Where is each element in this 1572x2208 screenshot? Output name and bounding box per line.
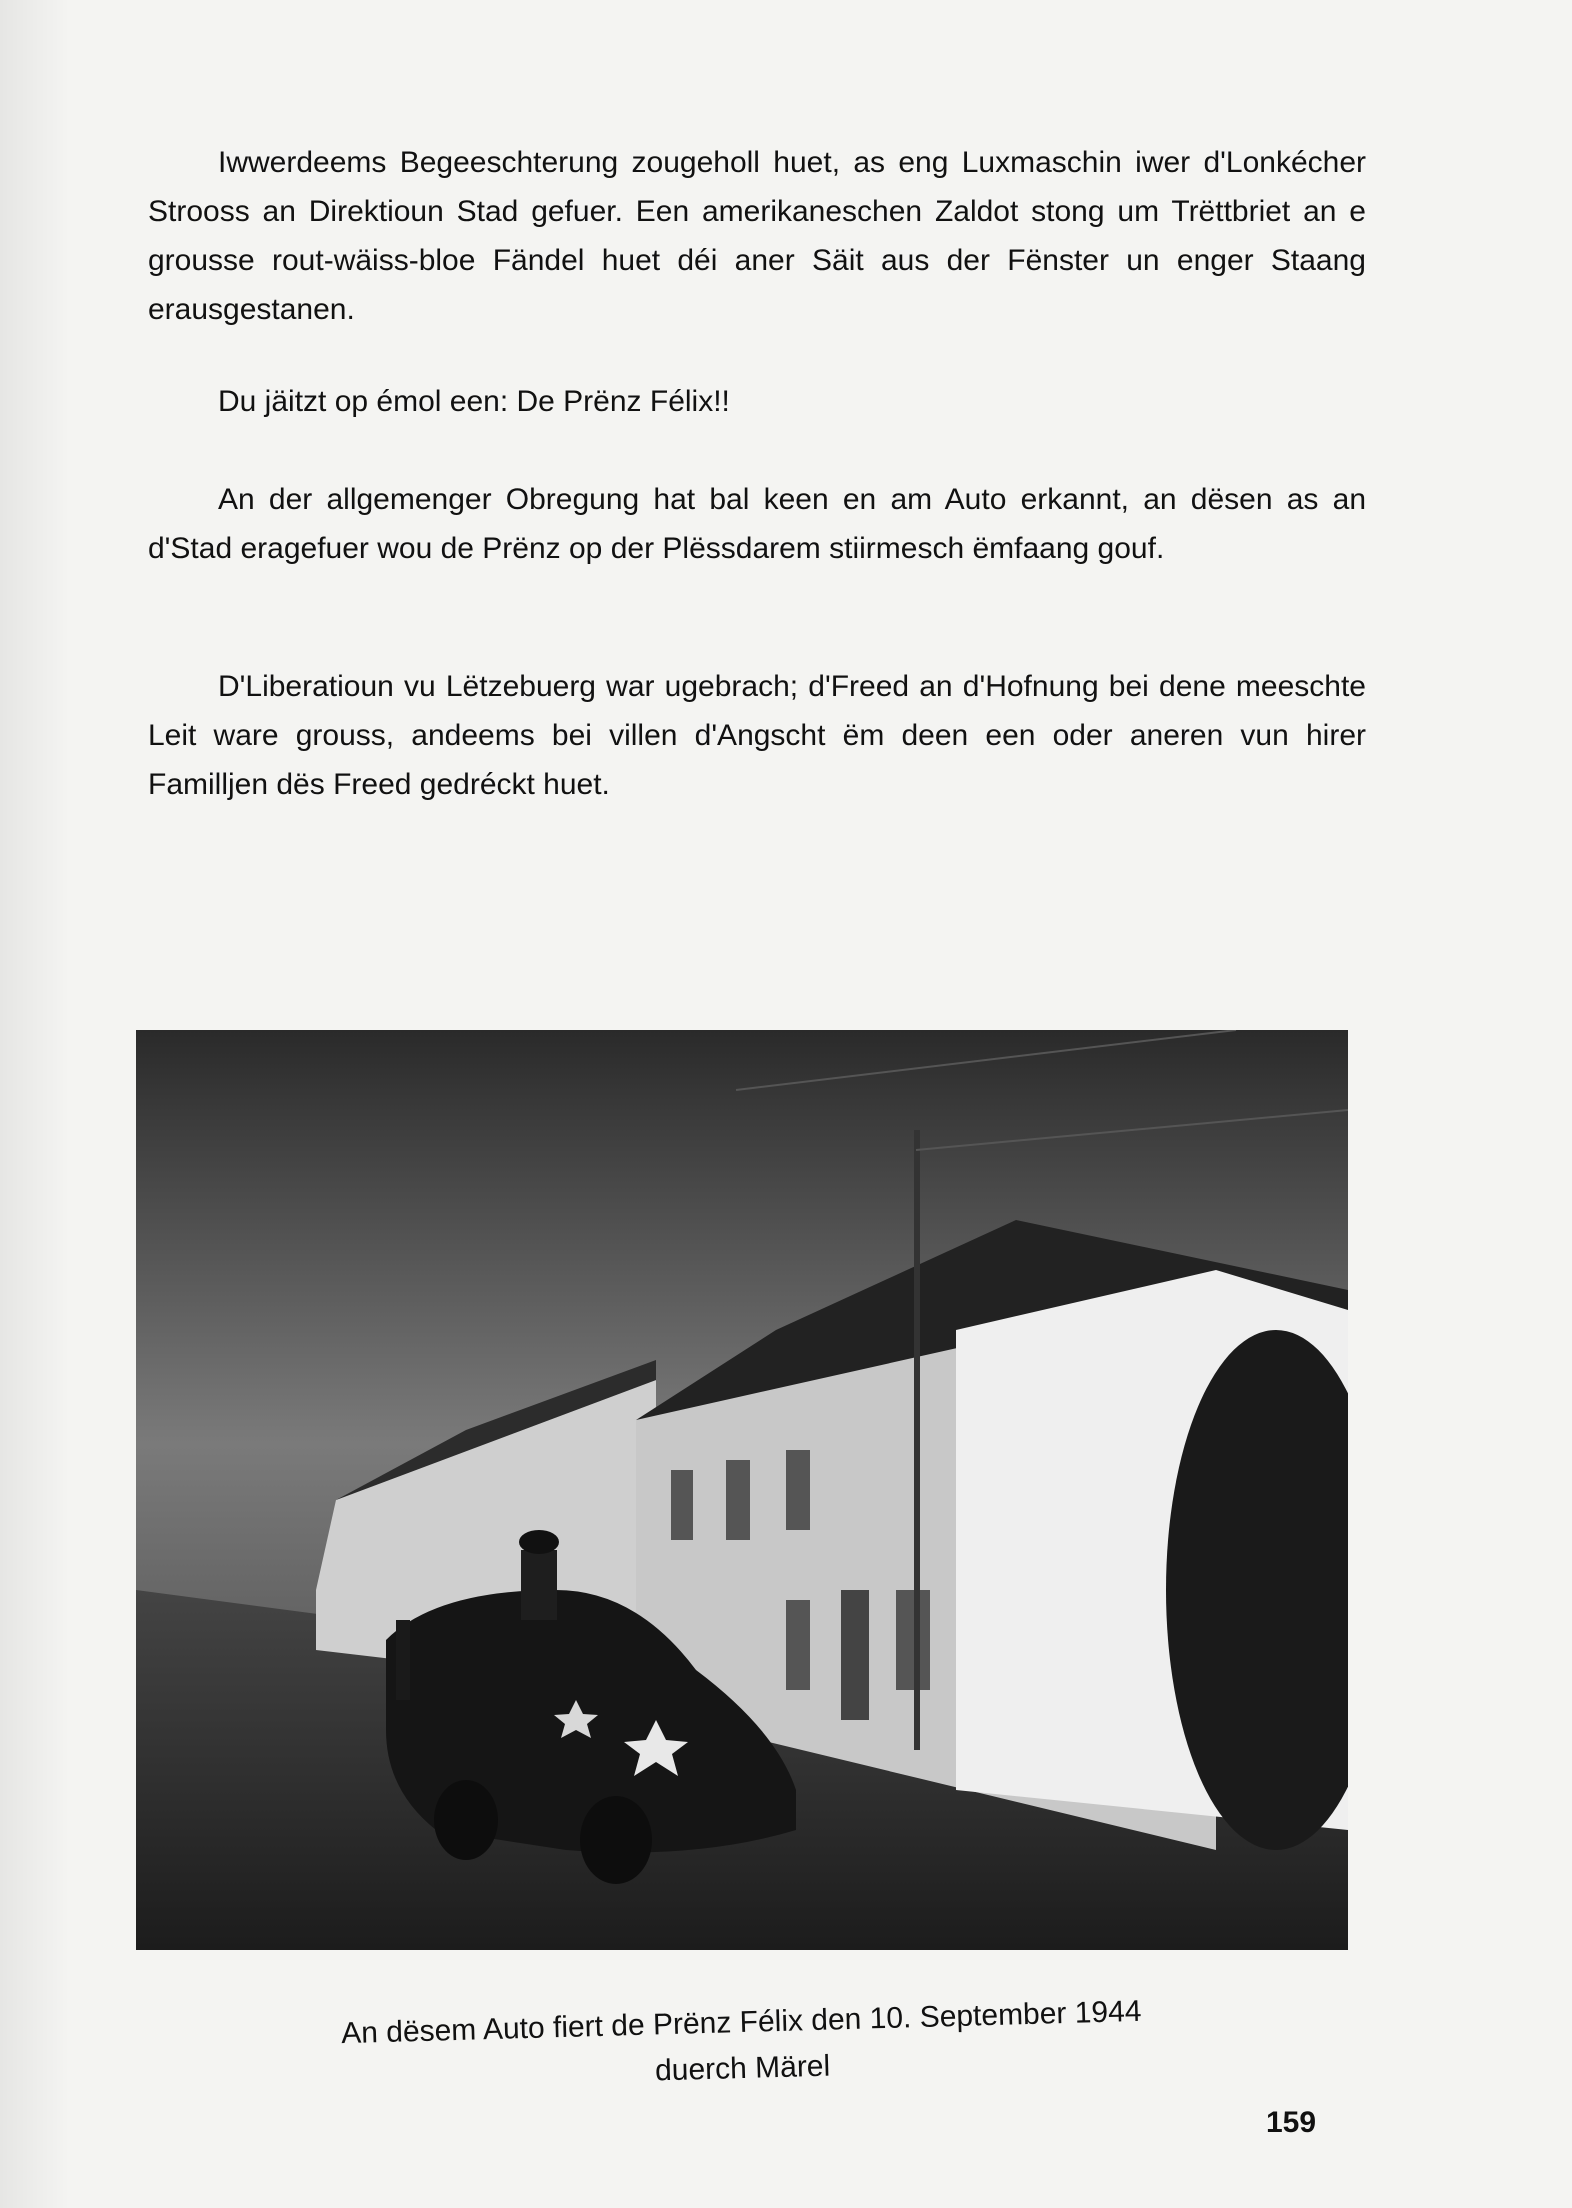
paragraph-1: Iwwerdeems Begeeschterung zougeholl huet, as eng Luxmaschin iwer d'Lonkécher Strooss an Direktioun Stad gefuer. Een amerikaneschen Zaldot stong um Trëttbriet an e grousse rout-wäiss-bloe Fändel huet déi aner Säit aus der Fënster un enger Staang erausgestanen. <box>148 146 1366 326</box>
page-edge-shadow <box>0 0 70 2208</box>
page-number: 159 <box>1266 2106 1317 2139</box>
paragraph-4: D'Liberatioun vu Lëtzebuerg war ugebrach; d'Freed an d'Hofnung bei dene meeschte Leit ware grouss, andeems bei villen d'Angscht ëm deen een oder aneren vun hirer Familljen dës Freed gedréckt huet. <box>148 670 1366 801</box>
caption-line-2: duerch Märel <box>654 2049 831 2088</box>
caption-line-1: An dësem Auto fiert de Prënz Félix den 10. September 1944 <box>340 1994 1142 2051</box>
paragraph-3: An der allgemenger Obregung hat bal keen en am Auto erkannt, an dësen as an d'Stad eragefuer wou de Prënz op der Plëssdarem stiirmesch ëmfaang gouf. <box>148 483 1366 565</box>
photo-caption <box>135 1983 1349 2109</box>
paragraph-2: Du jäitzt op émol een: De Prënz Félix!! <box>218 385 730 418</box>
historical-photo-car-street <box>136 1030 1348 1950</box>
